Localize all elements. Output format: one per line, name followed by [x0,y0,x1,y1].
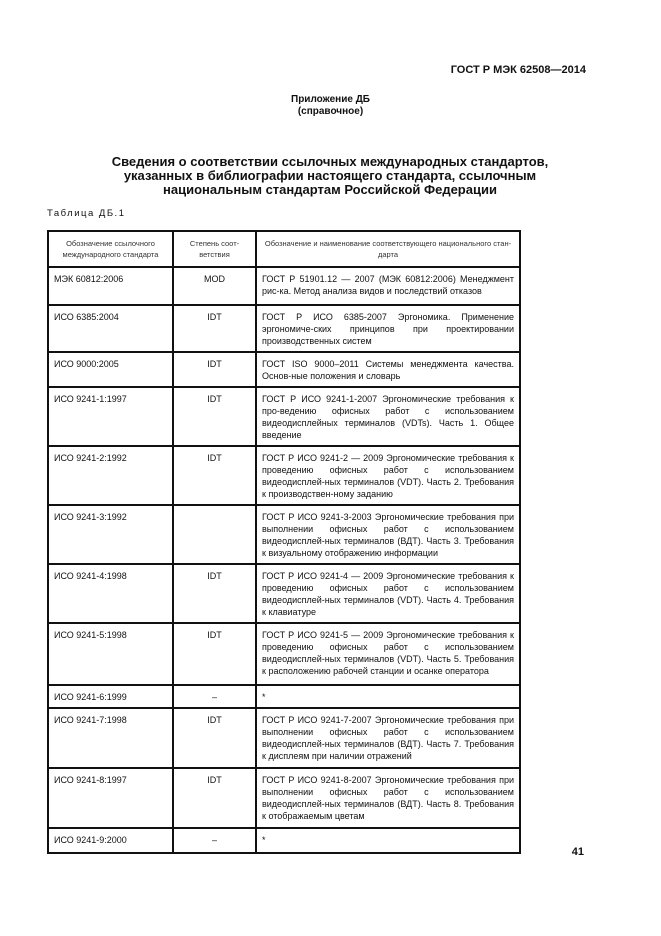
national-standard-cell: * [256,685,520,708]
table-row [48,623,520,685]
intl-standard-cell: ИСО 9241-1:1997 [48,387,173,446]
intl-standard-cell: ИСО 9241-7:1998 [48,708,173,768]
table-row [48,387,520,446]
national-standard-cell: ГОСТ ISO 9000–2011 Системы менеджмента качества. Основ-ные положения и словарь [256,352,520,387]
national-standard-cell: ГОСТ Р ИСО 9241-1-2007 Эргономические требования к про-ведению офисных работ с использованием видеодисплейных терминалов (VDTs). Часть 1. Общее введение [256,387,520,446]
degree-cell: IDT [173,768,256,828]
degree-cell: IDT [173,305,256,352]
table-label: Таблица ДБ.1 [47,208,126,219]
national-standard-cell: ГОСТ Р ИСО 9241-3-2003 Эргономические требования при выполнении офисных работ с использованием видеодисплей-ных терминалов (ВДТ). Часть 3. Требования к визуальному отображению информации [256,505,520,564]
intl-standard-cell: ИСО 9241-2:1992 [48,446,173,505]
national-standard-cell: ГОСТ Р 51901.12 — 2007 (МЭК 60812:2006) Менеджмент рис-ка. Метод анализа видов и последствий отказов [256,267,520,305]
table-row [48,708,520,768]
national-standard-cell: ГОСТ Р ИСО 9241-4 — 2009 Эргономические требования к проведению офисных работ с использованием видеодисплей-ных терминалов (VDT). Часть 4. Требования к клавиатуре [256,564,520,623]
degree-cell [173,505,256,564]
degree-cell: IDT [173,564,256,623]
intl-standard-cell: ИСО 9241-3:1992 [48,505,173,564]
intl-standard-cell: МЭК 60812:2006 [48,267,173,305]
table-row [48,828,520,853]
national-standard-cell: ГОСТ Р ИСО 9241-7-2007 Эргономические требования при выполнении офисных работ с использованием видеодисплей-ных терминалов (ВДТ). Часть 7. Требования к дисплеям при наличии отражений [256,708,520,768]
table-row [48,305,520,352]
national-standard-cell: ГОСТ Р ИСО 9241-2 — 2009 Эргономические требования к проведению офисных работ с использованием видеодисплей-ных терминалов (VDT). Часть 2. Требования к производствен-ному заданию [256,446,520,505]
table-row [48,267,520,305]
column-header: Обозначение и наименование соответствующего национального стан-дарта [256,231,520,267]
intl-standard-cell: ИСО 9241-6:1999 [48,685,173,708]
degree-cell: IDT [173,708,256,768]
appendix-title: Приложение ДБ [291,94,370,105]
degree-cell: – [173,685,256,708]
table-row [48,564,520,623]
document-header: ГОСТ Р МЭК 62508—2014 [450,64,586,76]
national-standard-cell: ГОСТ Р ИСО 9241-8-2007 Эргономические требования при выполнении офисных работ с использованием видеодисплей-ных терминалов (ВДТ). Часть 8. Требования к отображаемым цветам [256,768,520,828]
intl-standard-cell: ИСО 9241-8:1997 [48,768,173,828]
degree-cell: IDT [173,623,256,685]
table-row [48,352,520,387]
table-row [48,505,520,564]
degree-cell: – [173,828,256,853]
intl-standard-cell: ИСО 9241-5:1998 [48,623,173,685]
intl-standard-cell: ИСО 9000:2005 [48,352,173,387]
table-row [48,446,520,505]
standards-table [47,230,521,854]
column-header: Обозначение ссылочного международного стандарта [48,231,173,267]
intl-standard-cell: ИСО 9241-4:1998 [48,564,173,623]
national-standard-cell: ГОСТ Р ИСО 6385-2007 Эргономика. Применение эргономиче-ских принципов при проектировании производственных систем [256,305,520,352]
national-standard-cell: ГОСТ Р ИСО 9241-5 — 2009 Эргономические требования к проведению офисных работ с использованием видеодисплей-ных терминалов (VDT). Часть 5. Требования к расположению рабочей станции и осанке оператора [256,623,520,685]
national-standard-cell: * [256,828,520,853]
degree-cell: IDT [173,446,256,505]
degree-cell: IDT [173,352,256,387]
intl-standard-cell: ИСО 9241-9:2000 [48,828,173,853]
table-row [48,685,520,708]
table-row [48,768,520,828]
appendix-subtitle: (справочное) [297,106,364,117]
intl-standard-cell: ИСО 6385:2004 [48,305,173,352]
degree-cell: MOD [173,267,256,305]
degree-cell: IDT [173,387,256,446]
page-number: 41 [571,846,584,858]
column-header: Степень соот-ветствия [173,231,256,267]
section-title: Сведения о соответствии ссылочных международных стандартов, указанных в библиографии настоящего стандарта, ссылочным национальным стандартам Российской Федерации [111,154,549,197]
